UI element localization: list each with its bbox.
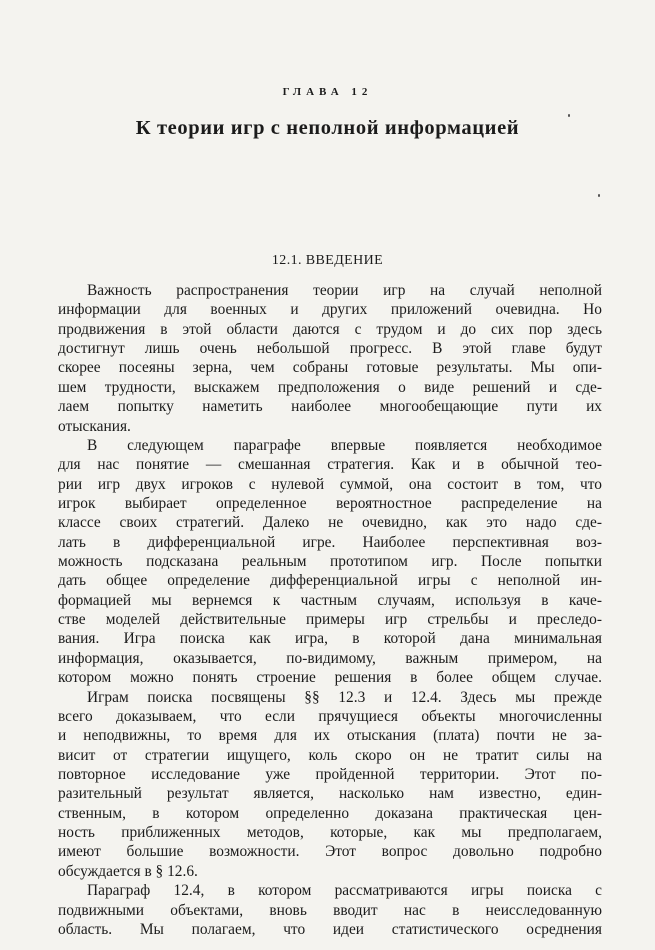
text-line: дать общее определение дифференциальной игры с неполной ин- [58, 572, 602, 590]
text-line: котором можно понять строение решения в более общем случае. [58, 669, 602, 687]
text-line: область. Мы полагаем, что идеи статистического осреднения [58, 920, 602, 938]
text-line: формацией мы вернемся к частным случаям, используя в каче- [58, 591, 602, 609]
text-line: игрок выбирает определенное вероятностное распределение на [58, 494, 602, 512]
text-line: шем трудности, выскажем предположения о виде решений и сде- [58, 378, 602, 396]
text-line: классе своих стратегий. Далеко не очевидно, как это надо сде- [58, 514, 602, 532]
text-line: ственным, в котором определенно доказана практическая цен- [58, 804, 602, 822]
text-line: ность приближенных методов, которые, как мы предполагаем, [58, 824, 602, 842]
chapter-label: ГЛАВА 12 [282, 86, 373, 98]
text-line: лать в дифференциальной игре. Наиболее перспективная воз- [58, 533, 602, 551]
text-line: скорее посеяны зерна, чем собраны готовые результаты. Мы опи- [58, 359, 602, 377]
text-line: Важность распространения теории игр на случай неполной [87, 282, 602, 299]
text-line: рии игр двух игроков с нулевой суммой, она состоит в том, что [58, 475, 602, 493]
text-line: и неподвижны, то время для их отыскания (плата) почти не за- [58, 727, 602, 745]
text-line: можность подсказана реальным прототипом игр. После попытки [58, 553, 602, 571]
text-line: висит от стратегии ищущего, коль скоро он не тратит силы на [58, 746, 602, 764]
text-line: информация, оказывается, по-видимому, важным примером, на [58, 649, 602, 667]
chapter-title: К теории игр с неполной информацией [135, 117, 520, 139]
text-line: обсуждается в § 12.6. [58, 862, 198, 880]
scan-speck [568, 114, 570, 117]
text-line: продвижения в этой области даются с трудом и до сих пор здесь [58, 320, 602, 338]
text-line: имеют большие возможности. Этот вопрос довольно подробно [58, 843, 602, 861]
text-line: повторное исследование уже пройденной территории. Этот по- [58, 765, 602, 783]
text-line: отыскания. [58, 417, 131, 435]
section-heading: 12.1. ВВЕДЕНИЕ [271, 253, 384, 268]
text-line: для нас понятие — смешанная стратегия. Как и в обычной тео- [58, 456, 602, 474]
text-line: вания. Игра поиска как игра, в которой дана минимальная [58, 630, 602, 648]
text-line: Параграф 12.4, в котором рассматриваются игры поиска с [87, 882, 602, 900]
text-line: достигнут лишь очень небольшой прогресс. В этой главе будут [58, 340, 602, 358]
text-line: Играм поиска посвящены §§ 12.3 и 12.4. Здесь мы прежде [87, 688, 602, 706]
text-line: подвижными объектами, вновь вводит нас в неисследованную [58, 901, 602, 919]
text-line: информации для военных и других приложений очевидна. Но [58, 301, 602, 319]
text-line: всего доказываем, что если прячущиеся объекты многочисленны [58, 707, 602, 725]
text-line: разительный результат является, насколько нам известно, един- [58, 785, 602, 803]
body-text [58, 281, 602, 939]
text-line: В следующем параграфе впервые появляется необходимое [87, 436, 602, 454]
text-line: лаем попытку наметить наиболее многообещающие пути их [58, 398, 602, 416]
text-line: стве моделей действительные примеры игр стрельбы и преследо- [58, 611, 602, 629]
scan-speck [598, 194, 600, 197]
